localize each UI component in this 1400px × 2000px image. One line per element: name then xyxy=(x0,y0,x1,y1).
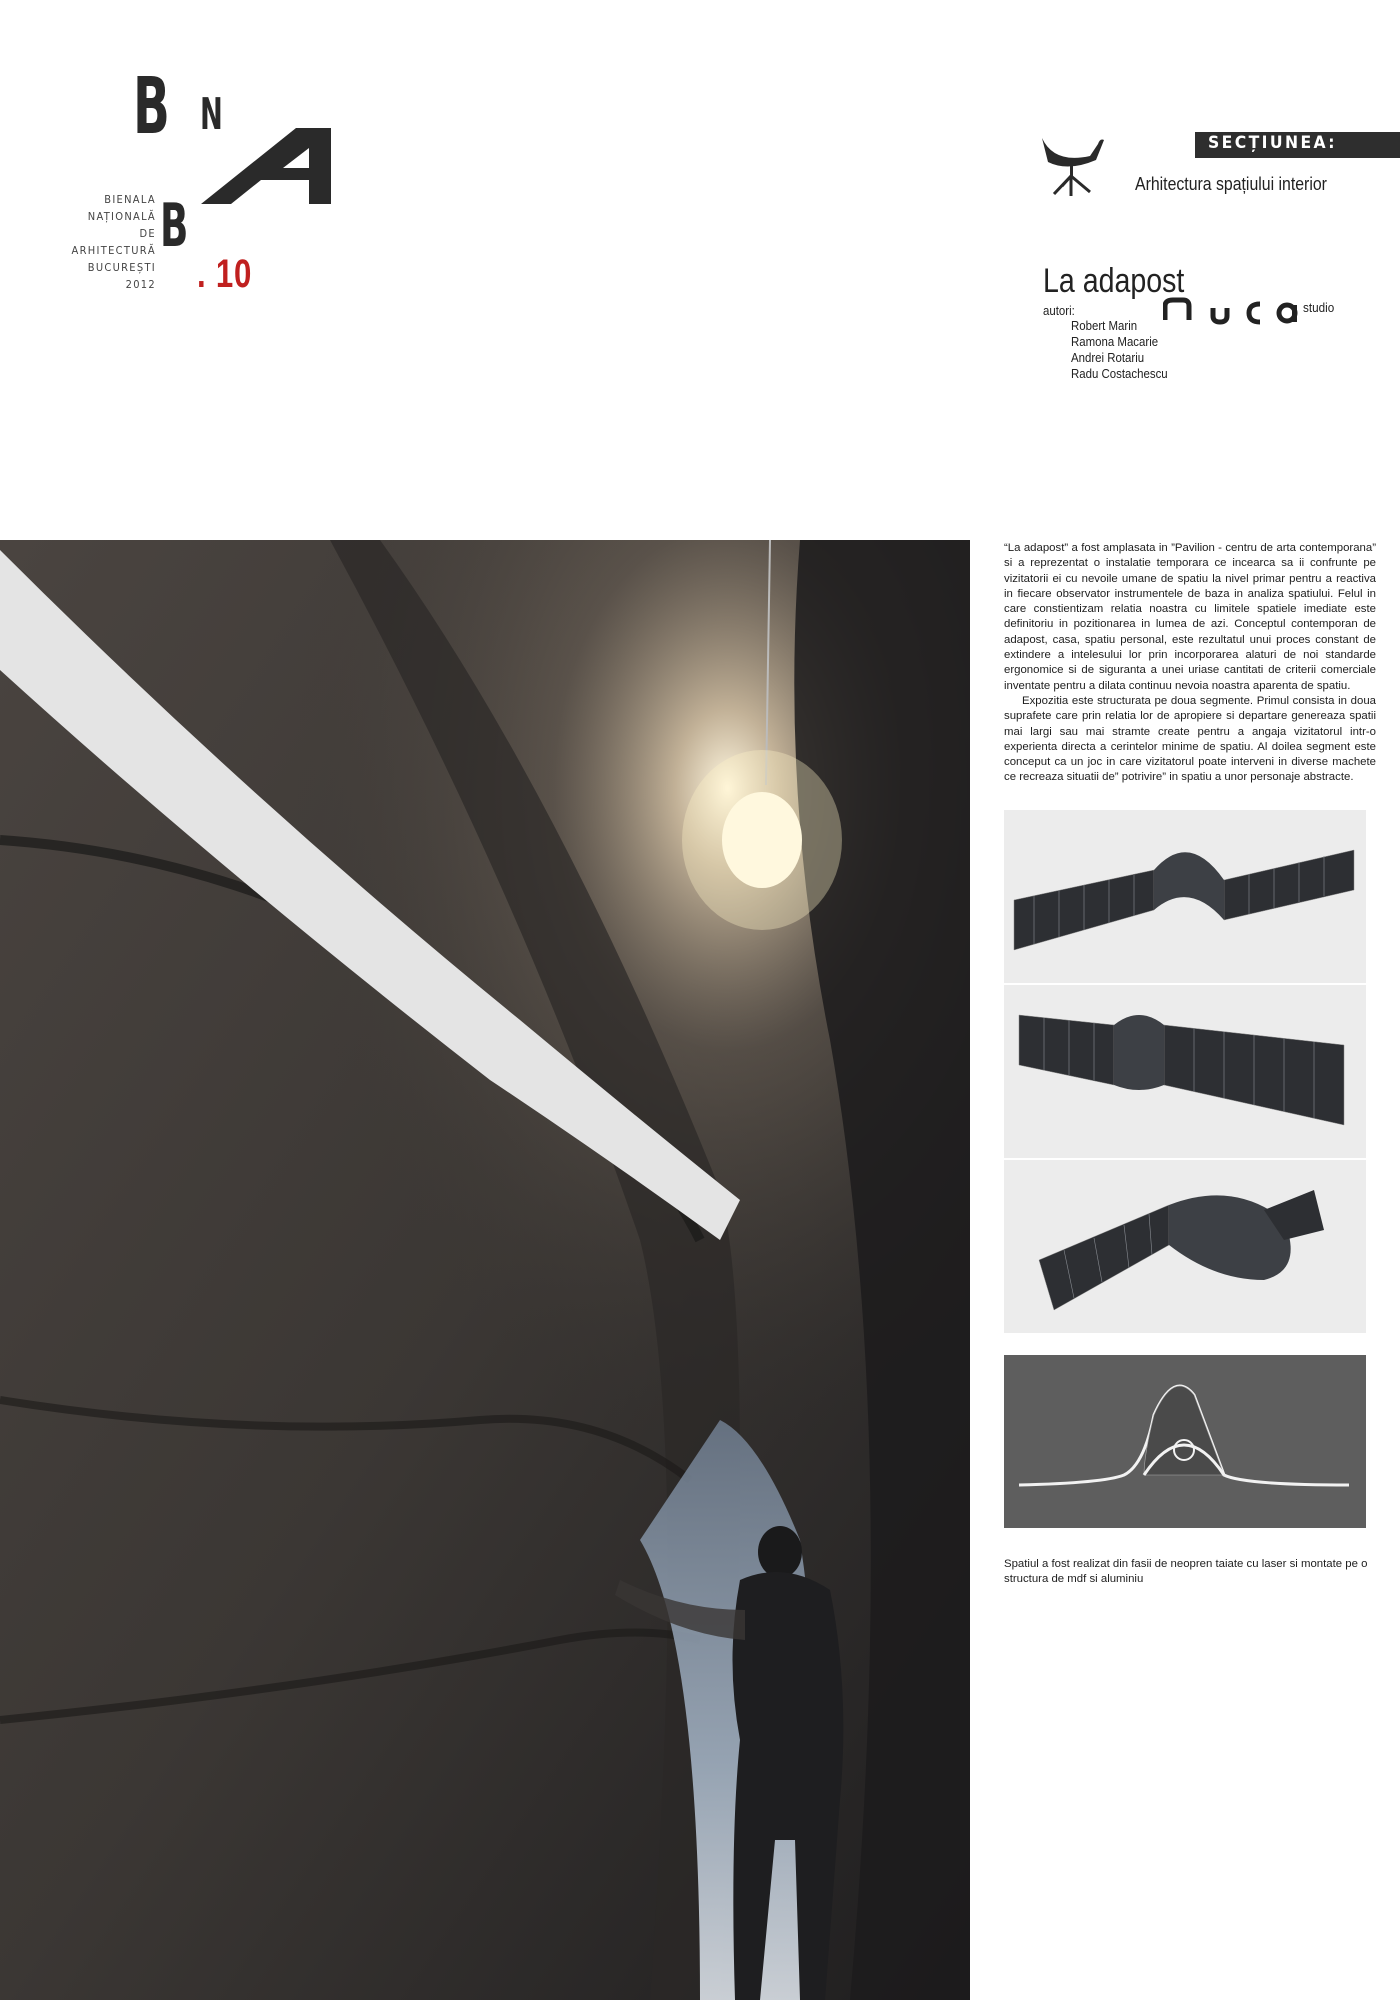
section-label: SECȚIUNEA: xyxy=(1208,133,1337,153)
render-panel-1 xyxy=(1004,810,1366,983)
render-panel-2 xyxy=(1004,985,1366,1158)
description-paragraph: “La adapost” a fost amplasata in ”Pavilion - centru de arta contemporana” si a reprezentat o instalatie temporara ce incearca sa ii confrunte pe vizitatorii ei cu nevoile umane de spatiu la nivel primar pentru a reactiva in fiecare observator instrumentele de baza in analiza spatiului. Felul in care constientizam relatia noastra cu limitele spatiele imediate este definitoriu in pozitionarea in lumea de azi. Conceptul contemporan de adapost, casa, spatiu personal, este rezultatul unui proces constant de extindere a intelesului lor prin incorporarea alaturi de noi standarde ergonomice si de siguranta a unei uriase cantitati de criterii comerciale inventate pentru a dilata continuu nevoia noastra aparenta de spatiu. xyxy=(1004,542,1376,692)
author-name: Andrei Rotariu xyxy=(1071,350,1145,365)
studio-logo-mark xyxy=(1163,296,1303,326)
project-title: La adapost xyxy=(1043,262,1185,300)
authors-label: autori: xyxy=(1043,303,1075,318)
logo-letter-a-mark xyxy=(201,128,331,204)
author-name: Robert Marin xyxy=(1071,318,1138,333)
logo-line: 2012 xyxy=(125,278,156,291)
logo-line: DE xyxy=(139,227,156,240)
materials-caption: Spatiul a fost realizat din fasii de neopren taiate cu laser si montate pe o structura de mdf si aluminiu xyxy=(1004,1558,1368,1586)
description-paragraph: Expozitia este structurata pe doua segmente. Primul consista in doua suprafete care prin relatia lor de apropiere si departare genereaza spatii mai largi sau mai stramte create pentru a angaja vizitatorul intr-o experienta directa a cerintelor minime de spatiu. Al doilea segment este conceput ca un joc in care vizitatorul poate interveni in diverse machete ce recreaza situatii de” potrivire” in spatiu a unor personaje abstracte. xyxy=(1004,694,1376,784)
logo-edition-number: . 10 xyxy=(197,252,253,296)
section-name: Arhitectura spațiului interior xyxy=(1135,174,1327,194)
installation-photo xyxy=(0,540,970,2000)
render-panel-4 xyxy=(1004,1355,1366,1528)
logo-line: NAȚIONALĂ xyxy=(87,210,156,223)
render-panel-3 xyxy=(1004,1160,1366,1333)
logo-letter-b-bottom: B xyxy=(160,191,189,261)
author-name: Ramona Macarie xyxy=(1071,334,1159,349)
studio-label: studio xyxy=(1303,300,1335,315)
logo-letter-b-top: B xyxy=(133,62,170,152)
logo-line: BIENALA xyxy=(104,193,156,206)
logo-letter-n: N xyxy=(200,89,223,140)
chair-icon xyxy=(1040,134,1104,200)
author-name: Radu Costachescu xyxy=(1071,366,1168,381)
logo-line: ARHITECTURĂ xyxy=(71,244,156,257)
logo-text-block xyxy=(70,191,156,293)
project-description xyxy=(1004,541,1376,786)
logo-line: BUCUREȘTI xyxy=(87,261,156,274)
